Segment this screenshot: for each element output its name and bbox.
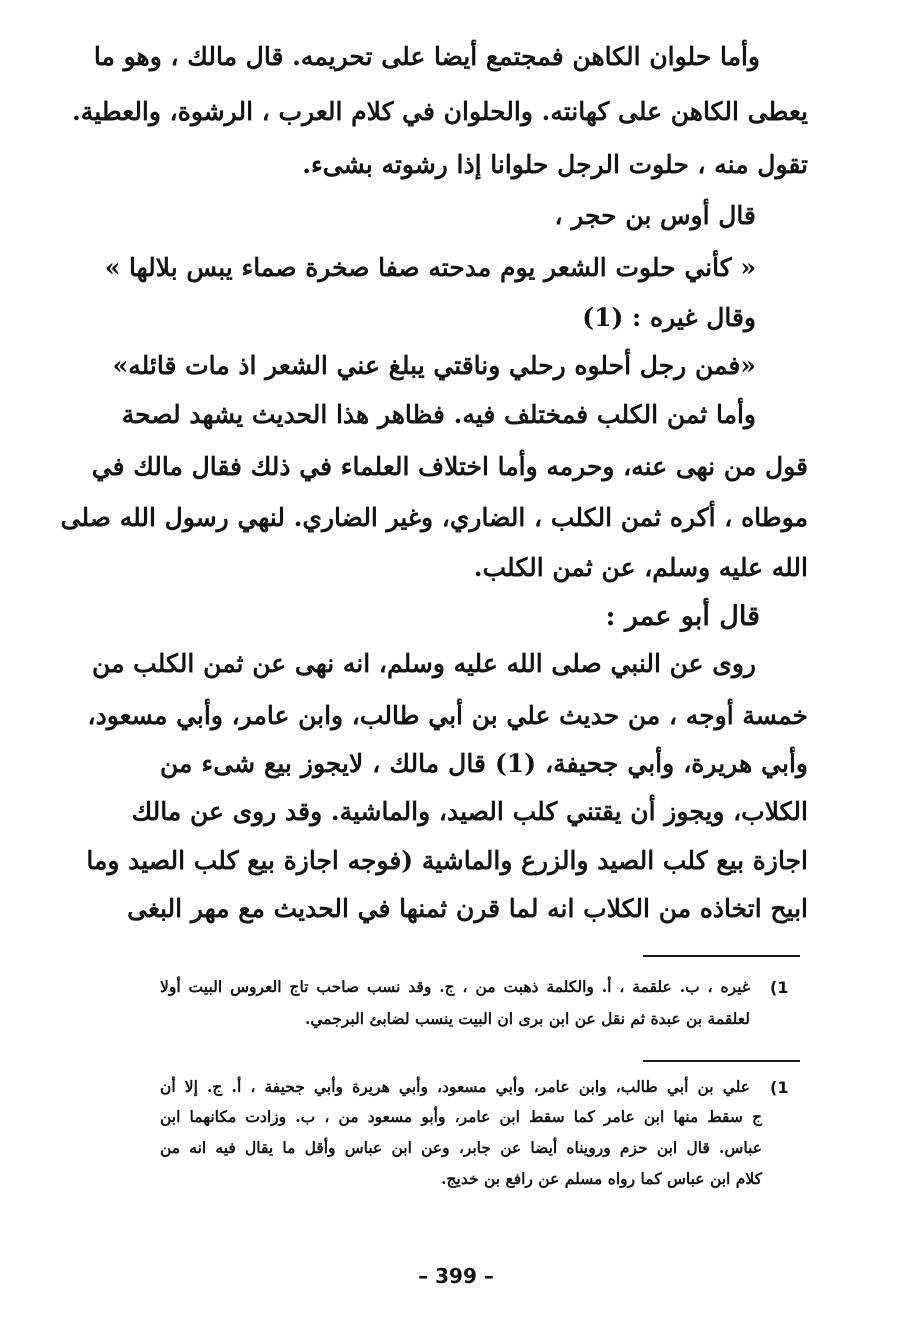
footnote-1-line-1: غيره ، ب. علقمة ، أ. والكلمة ذهبت من ، ج. وقد نسب صاحب تاج العروس البيت أولا [160, 977, 750, 996]
verse-2: «فمن رجل أحلوه رحلي وناقتي يبلغ عني الشعر اذ مات قائله» [112, 351, 756, 380]
footnote-2-line-3: عباس. قال ابن حزم ورويناه أيضا عن جابر، وعن ابن عباس وأقل ما يقال فيه انه من [160, 1138, 762, 1157]
footnote-2-line-2: ج سقط منها ابن عامر كما سقط ابن عامر، وأبو مسعود من ، ب. وزادت مكانهما ابن [160, 1107, 762, 1126]
footnote-divider-1 [643, 955, 800, 957]
page-number: – 399 – [418, 1264, 494, 1288]
body-line-8: وأما ثمن الكلب فمختلف فيه. فظاهر هذا الحديث يشهد لصحة [121, 400, 756, 429]
footnote-2-line-1: علي بن أبي طالب، وابن عامر، وأبي مسعود، وأبي هريرة وأبي جحيفة ، أ. ج. إلا أن [160, 1077, 750, 1096]
body-line-9: قول من نهى عنه، وحرمه وأما اختلاف العلماء في ذلك فقال مالك في [91, 452, 808, 481]
verse-intro-1: قال أوس بن حجر ، [554, 201, 756, 230]
body-line-18: ابيح اتخاذه من الكلاب انه لما قرن ثمنها في الحديث مع مهر البغى [127, 894, 808, 923]
body-line-13: روى عن النبي صلى الله عليه وسلم، انه نهى عن ثمن الكلب من [92, 649, 756, 678]
body-line-16: الكلاب، ويجوز أن يقتني كلب الصيد، والماشية. وقد روى عن مالك [131, 797, 808, 826]
verse-1: « كأني حلوت الشعر يوم مدحته صفا صخرة صماء يبس بلالها » [104, 253, 756, 282]
footnote-divider-2 [643, 1060, 800, 1062]
body-line-3: تقول منه ، حلوت الرجل حلوانا إذا رشوته بشىء. [302, 150, 808, 179]
body-line-15: وأبي هريرة، وأبي جحيفة، (1) قال مالك ، لايجوز بيع شىء من [160, 749, 808, 778]
footnote-1-marker: (1 [770, 978, 789, 997]
footnote-1-line-2: لعلقمة بن عبدة ثم نقل عن ابن برى ان البيت ينسب لضابئ البرجمي. [304, 1009, 750, 1028]
footnote-2-marker: (1 [770, 1078, 789, 1097]
body-line-1: وأما حلوان الكاهن فمجتمع أيضا على تحريمه. قال مالك ، وهو ما [93, 42, 760, 71]
body-line-11: الله عليه وسلم، عن ثمن الكلب. [473, 553, 808, 582]
footnote-2-line-4: كلام ابن عباس كما رواه مسلم عن رافع بن خديج. [441, 1169, 762, 1188]
section-heading: قال أبو عمر : [605, 601, 760, 632]
verse-intro-2: وقال غيره : (1) [582, 303, 756, 332]
body-line-17: اجازة بيع كلب الصيد والزرع والماشية (فوجه اجازة بيع كلب الصيد وما [86, 846, 808, 875]
body-line-10: موطاه ، أكره ثمن الكلب ، الضاري، وغير الضاري. لنهي رسول الله صلى [60, 503, 808, 532]
body-line-2: يعطى الكاهن على كهانته. والحلوان في كلام العرب ، الرشوة، والعطية. [72, 97, 808, 126]
body-line-14: خمسة أوجه ، من حديث علي بن أبي طالب، وابن عامر، وأبي مسعود، [87, 701, 808, 730]
